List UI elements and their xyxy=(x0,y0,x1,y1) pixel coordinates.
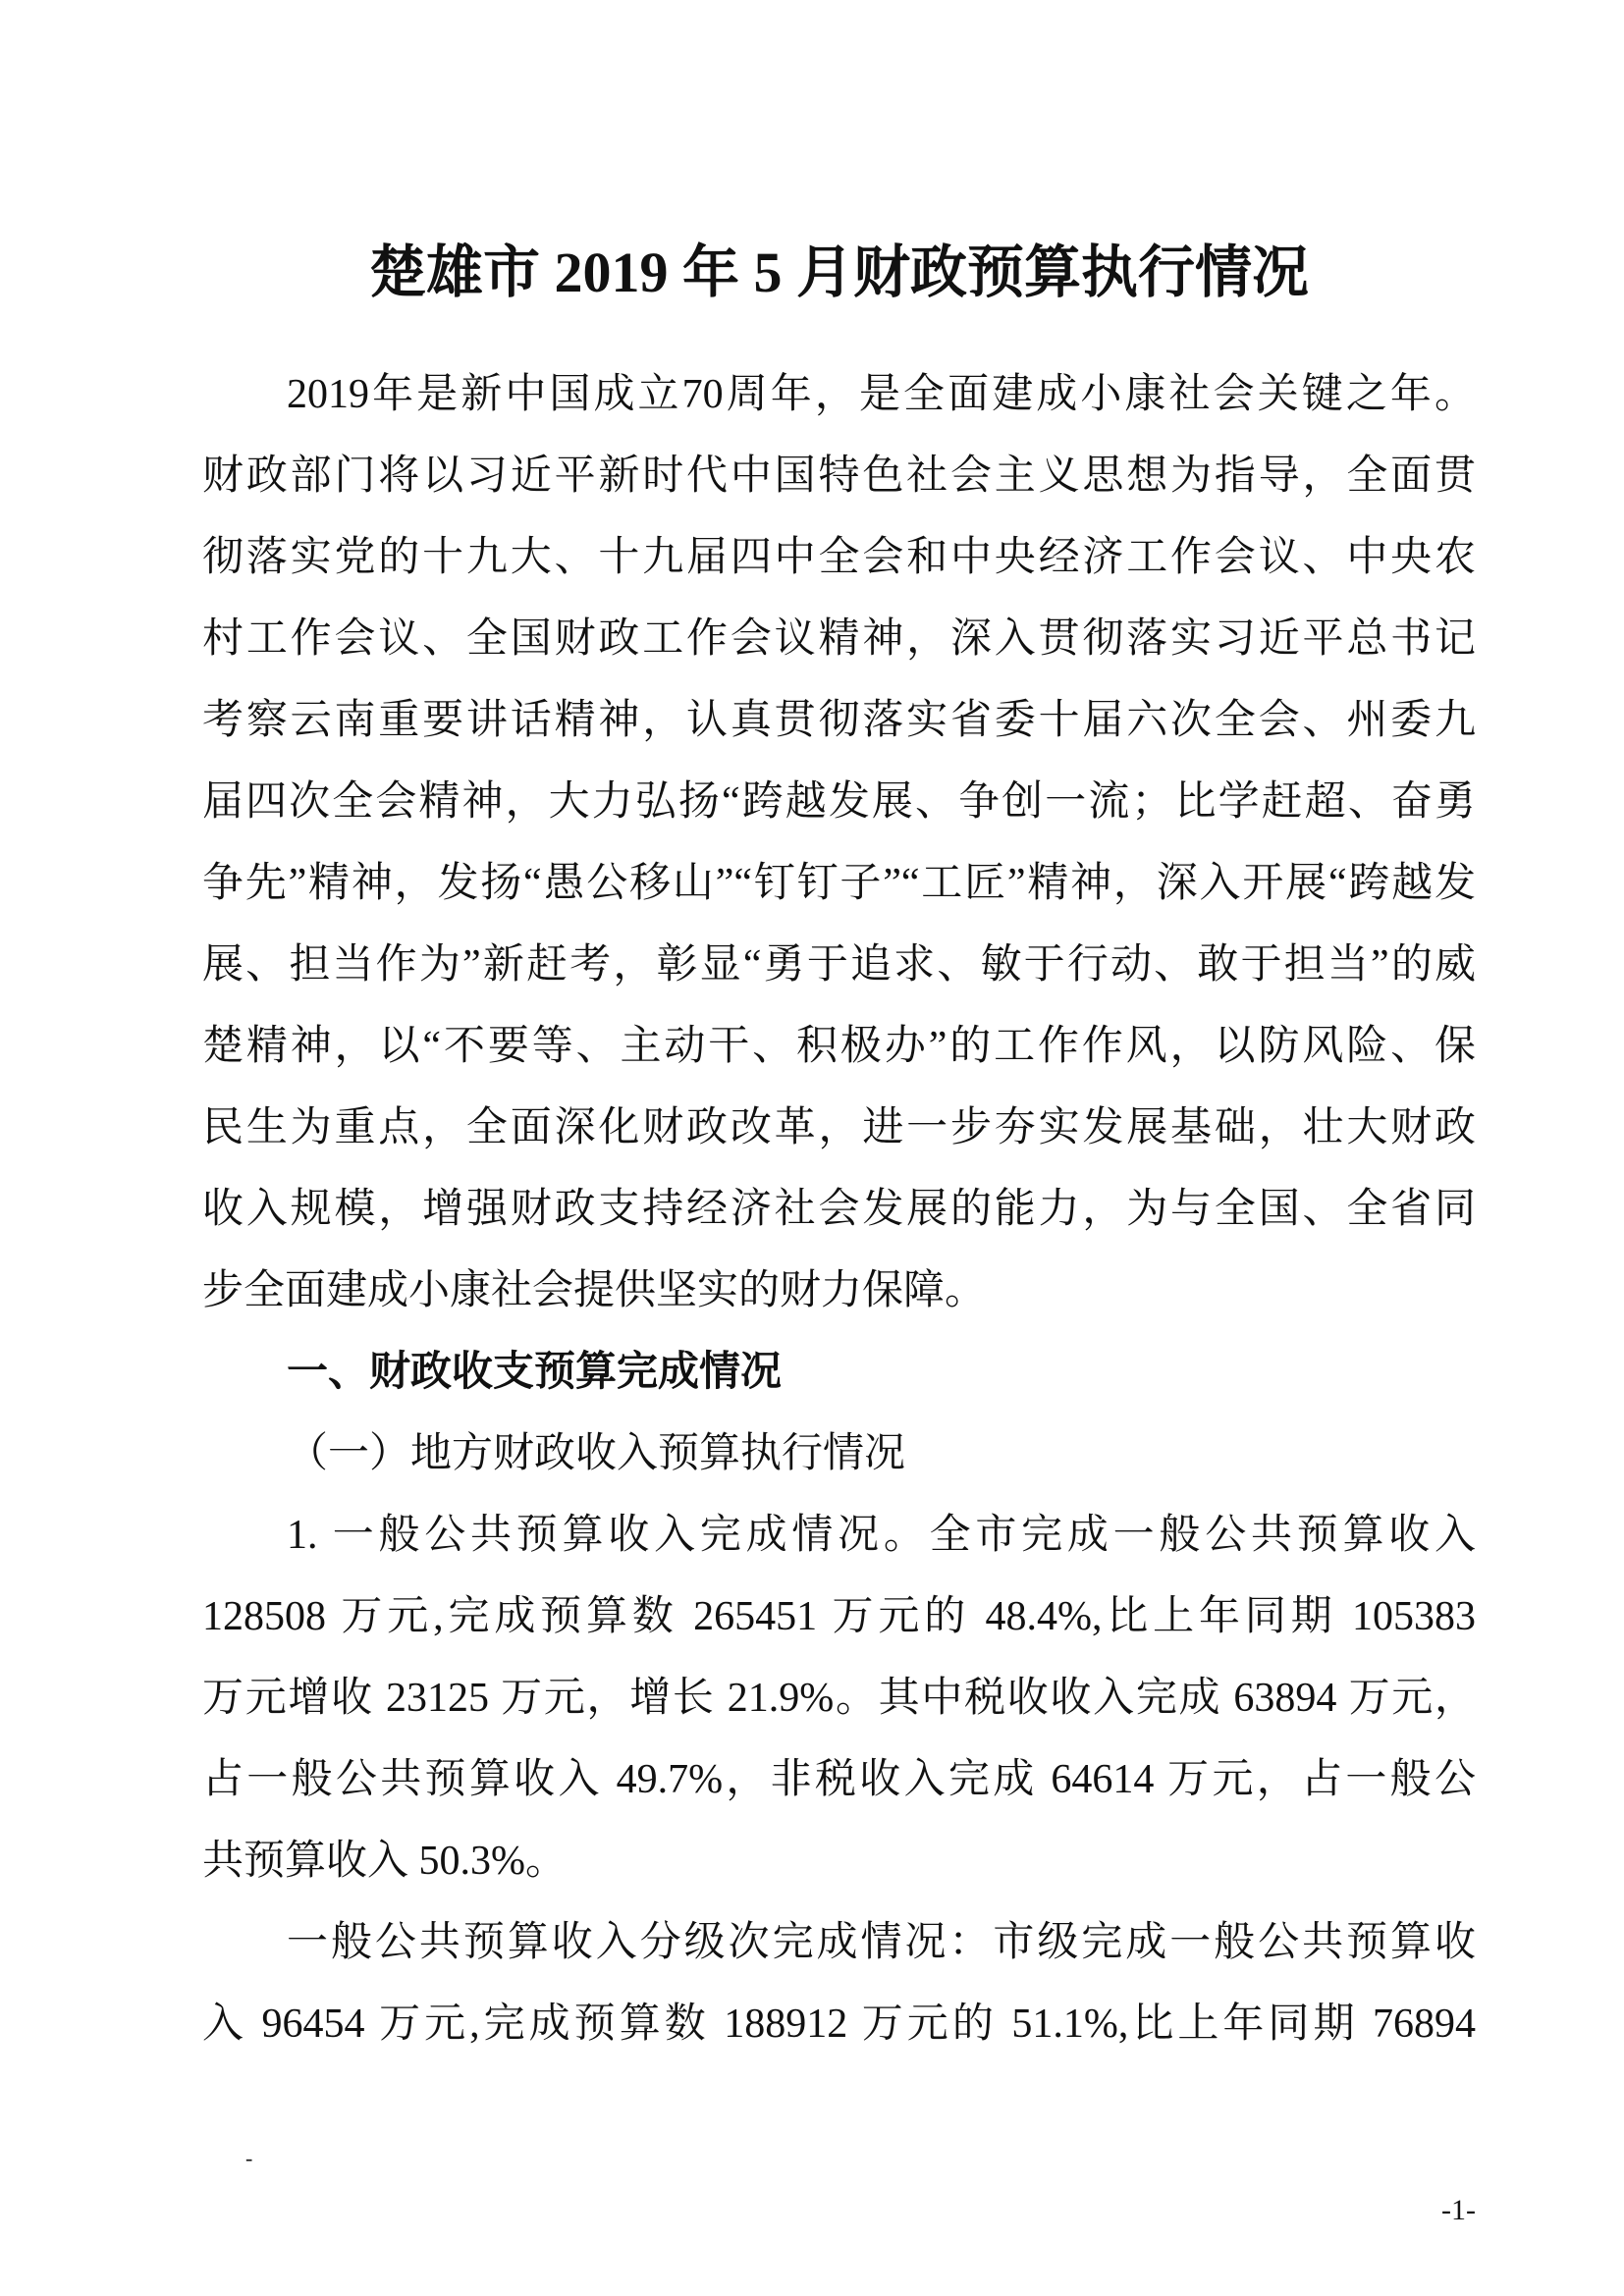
intro-line: 财政部门将以习近平新时代中国特色社会主义思想为指导，全面贯 xyxy=(202,454,1476,499)
intro-line: 届四次全会精神，大力弘扬“跨越发展、争创一流；比学赶超、奋勇 xyxy=(202,779,1476,825)
general-budget-line: 共预算收入 50.3%。 xyxy=(202,1839,567,1884)
intro-line: 彻落实党的十九大、十九届四中全会和中央经济工作会议、中央农 xyxy=(202,535,1476,580)
page-number: -1- xyxy=(1441,2194,1476,2226)
intro-line: 争先”精神，发扬“愚公移山”“钉钉子”“工匠”精神，深入开展“跨越发 xyxy=(202,861,1476,906)
intro-line: 村工作会议、全国财政工作会议精神，深入贯彻落实习近平总书记 xyxy=(202,616,1476,662)
intro-line: 考察云南重要讲话精神，认真贯彻落实省委十届六次全会、州委九 xyxy=(202,698,1476,743)
document-body xyxy=(202,354,1476,2065)
intro-line: 民生为重点，全面深化财政改革，进一步夯实发展基础，壮大财政 xyxy=(202,1105,1476,1150)
general-budget-line: 万元增收 23125 万元，增长 21.9%。其中税收收入完成 63894 万元， xyxy=(202,1676,1476,1721)
general-budget-line: 128508 万元,完成预算数 265451 万元的 48.4%,比上年同期 105383 xyxy=(202,1594,1476,1639)
intro-line: 楚精神，以“不要等、主动干、积极办”的工作作风，以防风险、保 xyxy=(202,1024,1476,1069)
section-heading: 一、财政收支预算完成情况 xyxy=(287,1350,783,1395)
subsection-heading: （一）地方财政收入预算执行情况 xyxy=(287,1431,906,1476)
level-breakdown-line: 入 96454 万元,完成预算数 188912 万元的 51.1%,比上年同期 76894 xyxy=(202,2002,1476,2047)
general-budget-line: 占一般公共预算收入 49.7%，非税收入完成 64614 万元，占一般公 xyxy=(202,1757,1476,1802)
document-title: 楚雄市 2019 年 5 月财政预算执行情况 xyxy=(368,240,1309,304)
intro-line: 展、担当作为”新赶考，彰显“勇于追求、敏于行动、敢于担当”的威 xyxy=(202,942,1476,988)
intro-line: 收入规模，增强财政支持经济社会发展的能力，为与全国、全省同 xyxy=(202,1187,1476,1232)
footer-mark: - xyxy=(245,2146,253,2170)
intro-line: 步全面建成小康社会提供坚实的财力保障。 xyxy=(202,1268,987,1313)
level-breakdown-line: 一般公共预算收入分级次完成情况：市级完成一般公共预算收 xyxy=(287,1920,1476,1965)
intro-line: 2019年是新中国成立70周年，是全面建成小康社会关键之年。 xyxy=(287,372,1476,417)
general-budget-line: 1. 一般公共预算收入完成情况。全市完成一般公共预算收入 xyxy=(287,1513,1476,1558)
